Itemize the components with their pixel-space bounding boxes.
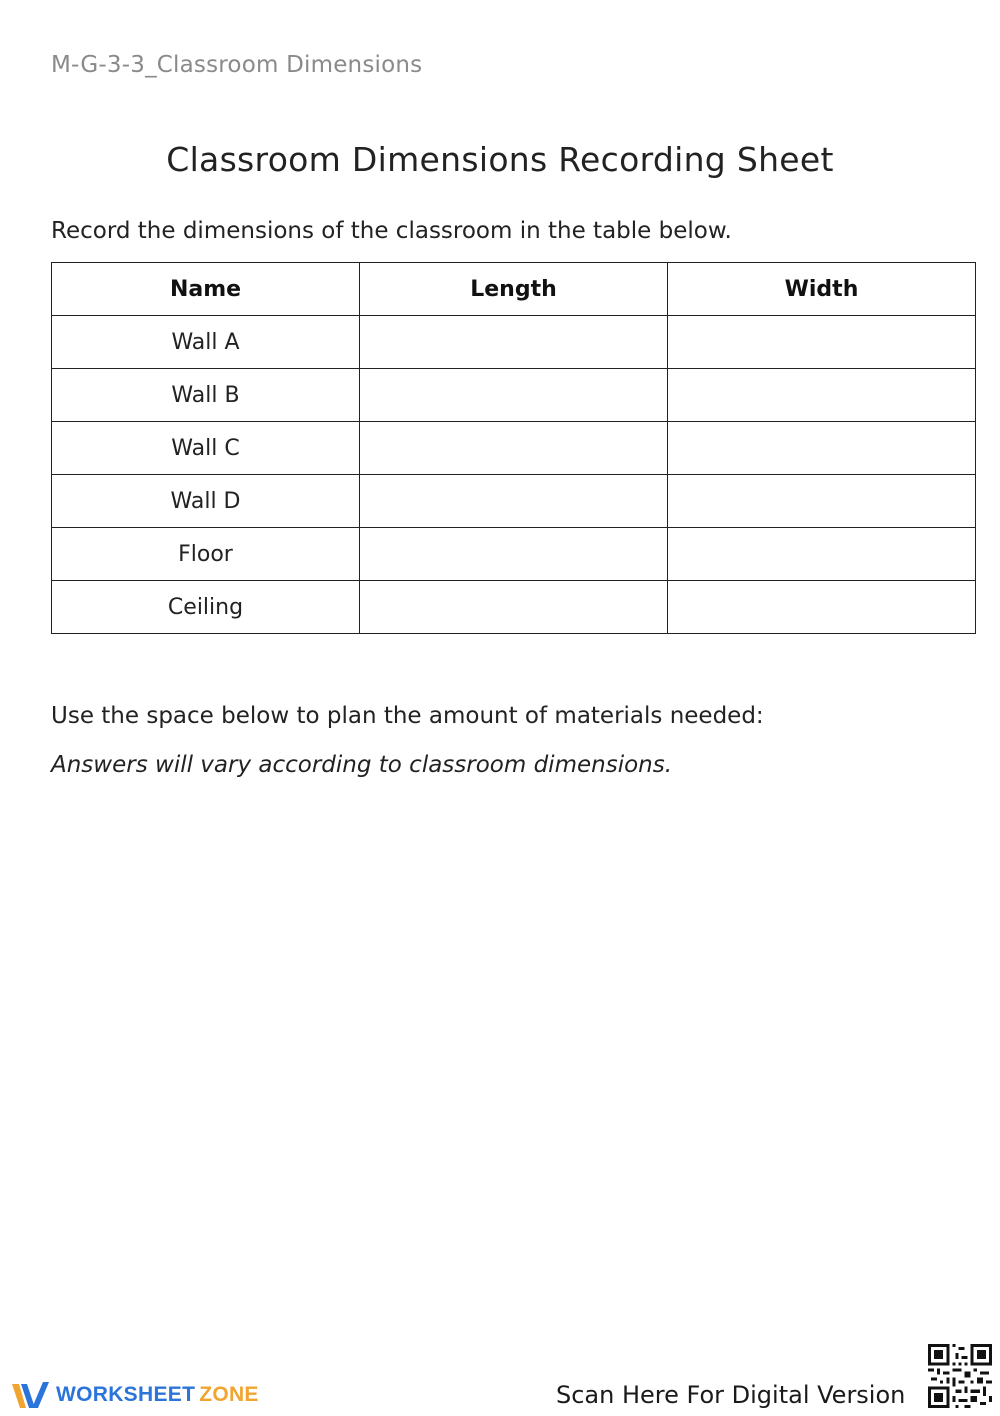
width-cell[interactable] bbox=[668, 316, 976, 369]
length-cell[interactable] bbox=[360, 422, 668, 475]
width-cell[interactable] bbox=[668, 528, 976, 581]
width-cell[interactable] bbox=[668, 581, 976, 634]
worksheet-code-label: M-G-3-3_Classroom Dimensions bbox=[51, 52, 423, 78]
length-cell[interactable] bbox=[360, 369, 668, 422]
brand-name bbox=[56, 1383, 259, 1407]
brand-name-part1: WORKSHEET bbox=[56, 1383, 196, 1406]
width-cell[interactable] bbox=[668, 369, 976, 422]
answer-note: Answers will vary according to classroom dimensions. bbox=[51, 752, 673, 778]
width-cell[interactable] bbox=[668, 422, 976, 475]
qr-code-icon[interactable] bbox=[928, 1344, 992, 1408]
row-name-cell: Wall D bbox=[52, 475, 360, 528]
scan-instruction: Scan Here For Digital Version bbox=[556, 1381, 906, 1409]
row-name-cell: Floor bbox=[52, 528, 360, 581]
width-cell[interactable] bbox=[668, 475, 976, 528]
length-cell[interactable] bbox=[360, 316, 668, 369]
table-row bbox=[52, 369, 976, 422]
length-cell[interactable] bbox=[360, 528, 668, 581]
column-header-name: Name bbox=[52, 263, 360, 316]
table-row bbox=[52, 528, 976, 581]
row-name-cell: Ceiling bbox=[52, 581, 360, 634]
page-title: Classroom Dimensions Recording Sheet bbox=[166, 140, 834, 179]
table-row bbox=[52, 581, 976, 634]
row-name-cell: Wall C bbox=[52, 422, 360, 475]
dimensions-table bbox=[51, 262, 976, 634]
table-row bbox=[52, 475, 976, 528]
plan-prompt: Use the space below to plan the amount of materials needed: bbox=[51, 703, 764, 729]
length-cell[interactable] bbox=[360, 475, 668, 528]
row-name-cell: Wall A bbox=[52, 316, 360, 369]
column-header-length: Length bbox=[360, 263, 668, 316]
brand-logo-link[interactable] bbox=[10, 1378, 259, 1412]
row-name-cell: Wall B bbox=[52, 369, 360, 422]
table-row bbox=[52, 316, 976, 369]
worksheetzone-logo-icon bbox=[10, 1378, 52, 1412]
brand-name-part2: ZONE bbox=[199, 1383, 259, 1406]
column-header-width: Width bbox=[668, 263, 976, 316]
table-instruction: Record the dimensions of the classroom in the table below. bbox=[51, 218, 732, 244]
table-header-row bbox=[52, 263, 976, 316]
length-cell[interactable] bbox=[360, 581, 668, 634]
table-row bbox=[52, 422, 976, 475]
